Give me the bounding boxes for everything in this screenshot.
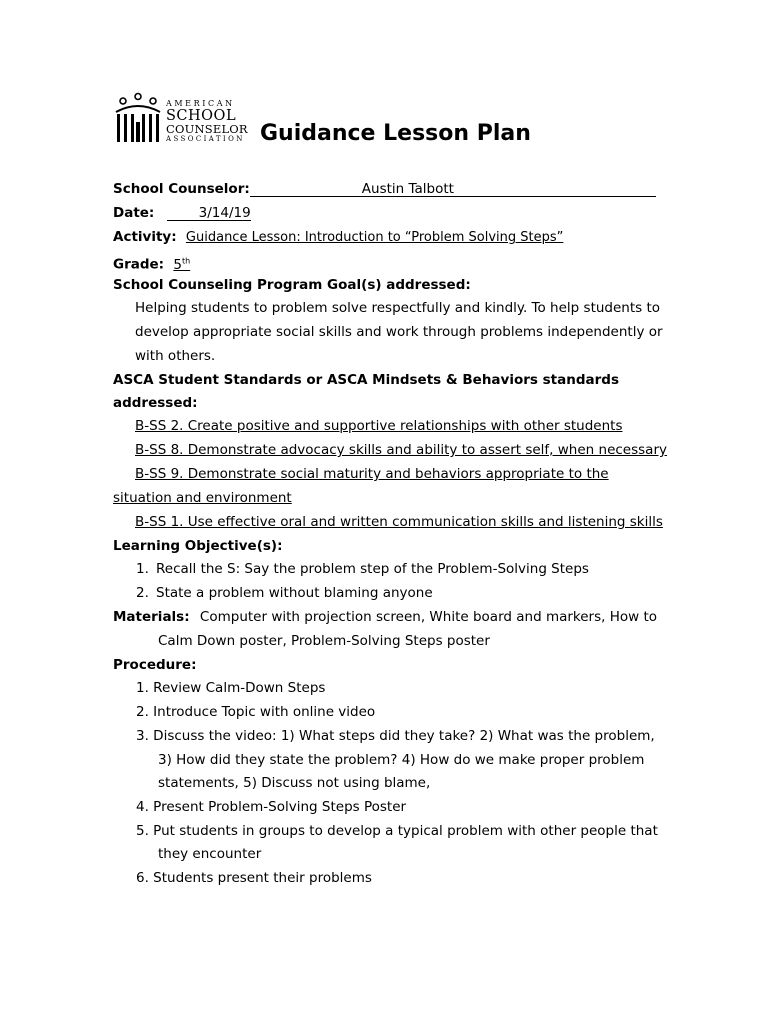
logo-line-association: ASSOCIATION <box>166 135 245 143</box>
logo-wordmark <box>166 100 248 143</box>
objective-text-1: Recall the S: Say the problem step of the Problem-Solving Steps <box>156 561 589 577</box>
goals-line-3: with others. <box>135 348 216 364</box>
objective-item-1 <box>136 560 589 578</box>
grade-suffix: th <box>181 256 191 265</box>
page-title: Guidance Lesson Plan <box>260 121 531 146</box>
goals-line-1: Helping students to problem solve respectfully and kindly. To help students to <box>135 300 661 316</box>
materials-line-2: Calm Down poster, Problem-Solving Steps poster <box>158 633 490 649</box>
procedure-step-6: 6. Students present their problems <box>136 870 372 886</box>
activity-row <box>113 228 563 247</box>
procedure-step-3-cont-2: statements, 5) Discuss not using blame, <box>158 775 431 791</box>
grade-row <box>113 252 190 274</box>
grade-value-wrap <box>173 257 190 273</box>
goals-line-2: develop appropriate social skills and work through problems independently or <box>135 324 663 340</box>
materials-label: Materials: <box>113 609 190 625</box>
goals-heading: School Counseling Program Goal(s) addressed: <box>113 277 471 293</box>
date-label: Date: <box>113 205 155 221</box>
grade-value: 5 <box>173 256 182 273</box>
procedure-step-1: 1. Review Calm-Down Steps <box>136 680 326 696</box>
objective-text-2: State a problem without blaming anyone <box>156 585 433 601</box>
counselor-label: School Counselor: <box>113 181 250 197</box>
objective-num-2: 2. <box>136 585 149 601</box>
counselor-row <box>113 180 656 198</box>
materials-line-1: Computer with projection screen, White board and markers, How to <box>199 609 658 625</box>
procedure-step-4: 4. Present Problem-Solving Steps Poster <box>136 799 407 815</box>
columns-people-icon <box>114 92 164 148</box>
counselor-value-line <box>250 182 656 197</box>
procedure-step-5: 5. Put students in groups to develop a typical problem with other people that <box>136 823 658 839</box>
procedure-heading: Procedure: <box>113 657 197 673</box>
grade-label: Grade: <box>113 256 165 273</box>
activity-value: Guidance Lesson: Introduction to “Problem Solving Steps” <box>185 230 564 245</box>
logo-line-school: SCHOOL <box>166 108 237 124</box>
standards-heading-1: ASCA Student Standards or ASCA Mindsets & Behaviors standards <box>113 372 619 388</box>
procedure-step-3-cont-1: 3) How did they state the problem? 4) How do we make proper problem <box>158 752 645 768</box>
procedure-step-3: 3. Discuss the video: 1) What steps did they take? 2) What was the problem, <box>136 728 655 744</box>
standard-bss-1: B-SS 1. Use effective oral and written communication skills and listening skills <box>135 514 663 530</box>
objective-item-2 <box>136 584 433 602</box>
standard-bss-8: B-SS 8. Demonstrate advocacy skills and ability to assert self, when necessary <box>135 442 667 458</box>
objectives-heading: Learning Objective(s): <box>113 538 283 554</box>
procedure-step-5-cont: they encounter <box>158 846 262 862</box>
standard-bss-9: B-SS 9. Demonstrate social maturity and behaviors appropriate to the <box>135 466 609 482</box>
standard-bss-2: B-SS 2. Create positive and supportive relationships with other students <box>135 418 623 434</box>
logo-line-american: AMERICAN <box>166 99 235 108</box>
date-value: 3/14/19 <box>167 206 251 221</box>
logo-line-counselor: COUNSELOR <box>166 121 248 136</box>
counselor-value: Austin Talbott <box>361 181 454 197</box>
materials-row <box>113 608 657 626</box>
standards-heading-2: addressed: <box>113 395 198 411</box>
activity-label: Activity: <box>113 229 177 245</box>
objective-num-1: 1. <box>136 561 149 577</box>
asca-logo <box>114 92 254 148</box>
standard-bss-9-cont: situation and environment <box>113 490 292 506</box>
procedure-step-2: 2. Introduce Topic with online video <box>136 704 376 720</box>
date-row <box>113 204 251 222</box>
